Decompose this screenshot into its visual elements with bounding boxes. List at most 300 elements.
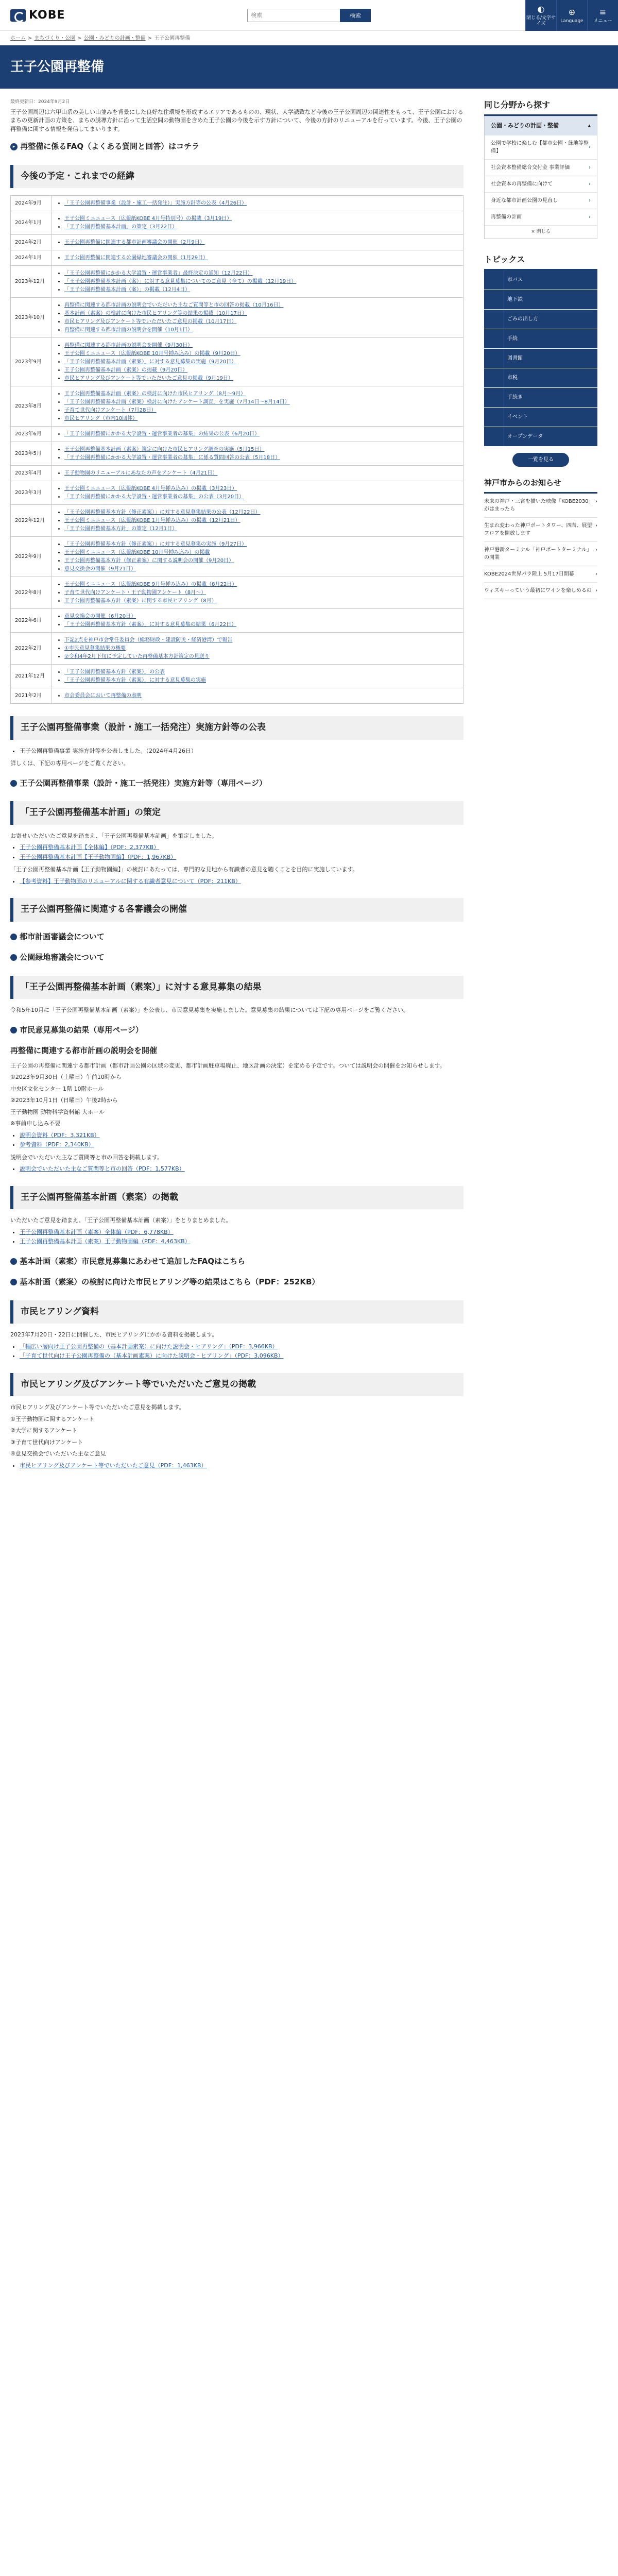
news-item[interactable] — [484, 583, 597, 599]
breadcrumb-sep: > — [28, 35, 32, 41]
schedule-item — [64, 509, 459, 516]
paragraph: 詳しくは、下記の専用ページをご覧ください。 — [10, 760, 129, 767]
schedule-date: 2024年1月 — [11, 211, 52, 235]
schedule-link[interactable]: 市民ヒアリング及びアンケート等でいただいたご意見の掲載（9月19日） — [64, 376, 233, 381]
schedule-link[interactable]: 「王子公園再整備基本計画」の策定（3月22日） — [64, 224, 178, 230]
breadcrumb-current: 王子公園再整備 — [154, 35, 191, 41]
news-label: 未来の神戸・三宮を描いた映像「KOBE2030」がはまったら — [484, 498, 591, 512]
topic-item[interactable] — [484, 329, 597, 349]
schedule-row — [11, 386, 464, 427]
schedule-line: 中央区文化センター 1階 10階ホール — [10, 1085, 104, 1092]
category-box — [484, 116, 597, 239]
topic-icon — [484, 408, 504, 427]
implementation-link[interactable] — [10, 777, 464, 789]
schedule-link[interactable]: 意見交換会の開催（9月21日） — [64, 566, 136, 572]
pdf-link[interactable]: 参考資料（PDF：2,340KB） — [20, 1141, 94, 1148]
breadcrumb — [0, 31, 618, 45]
schedule-items — [52, 298, 464, 338]
schedule-item — [64, 653, 459, 660]
schedule-date: 2024年9月 — [11, 196, 52, 211]
schedule-link[interactable]: 子育て世代向けアンケート・王子動物園アンケート（8月〜） — [64, 590, 207, 596]
link-label: 市民意見募集の結果（専用ページ） — [20, 1025, 143, 1035]
category-item[interactable] — [485, 135, 597, 160]
schedule-row — [11, 211, 464, 235]
page-title-bar — [0, 45, 618, 89]
updated-date: 最終更新日：2024年9月2日 — [10, 99, 70, 105]
topic-item[interactable] — [484, 388, 597, 408]
pdf-link[interactable]: 「幅広い層向け王子公園再整備の（基本計画素案）に向けた説明会・ヒアリング」（PDF：3,966KB） — [20, 1343, 278, 1350]
news-label: ウィズキーっていう最初にワインを楽しめるの — [484, 587, 592, 594]
schedule-date: 2022年12月 — [11, 505, 52, 537]
arrow-icon — [10, 1279, 17, 1285]
schedule-link[interactable]: 王子動物園のリニューアルにあなたの声をアンケート（4月21日） — [64, 470, 218, 476]
schedule-row — [11, 537, 464, 577]
news-label: KOBE2024世界パラ陸上 5月17日開幕 — [484, 571, 574, 577]
schedule-items — [52, 577, 464, 609]
schedule-items — [52, 481, 464, 505]
schedule-row — [11, 266, 464, 298]
news-item[interactable] — [484, 566, 597, 583]
schedule-item — [64, 589, 459, 597]
text-size-icon: ◐ — [537, 4, 545, 14]
list-item — [20, 843, 464, 852]
schedule-item — [64, 549, 459, 556]
schedule-row — [11, 196, 464, 211]
category-toggle[interactable] — [485, 116, 597, 135]
schedule-date: 2021年12月 — [11, 665, 52, 688]
arrow-icon — [10, 934, 17, 940]
chevron-right-icon: › — [589, 164, 591, 171]
breadcrumb-sep: > — [77, 35, 82, 41]
category-item[interactable] — [485, 209, 597, 226]
schedule-row — [11, 505, 464, 537]
schedule-item — [64, 398, 459, 406]
schedule-item — [64, 342, 459, 349]
schedule-link[interactable]: 「王子公園再整備基本方針（素案）」に対する意見募集の結果（6月22日） — [64, 622, 237, 628]
schedule-items — [52, 250, 464, 266]
schedule-items — [52, 609, 464, 633]
paragraph: 令和5年10月に「王子公園再整備基本計画（素案）」を公表し、市民意見募集を実施しました。意見募集の結果については下記の専用ページをご覧ください。 — [10, 1007, 409, 1013]
topic-icon — [484, 270, 504, 290]
category-item-label: 再整備の計画 — [491, 214, 522, 220]
arrow-right-icon: › — [595, 547, 597, 553]
topic-icon — [484, 427, 504, 446]
category-item-label: 身近な都市計画公園の見直し — [491, 197, 558, 204]
schedule-items — [52, 338, 464, 386]
search-button[interactable]: 検索 — [340, 9, 371, 22]
news-heading: 神戸市からのお知らせ — [484, 477, 597, 494]
pdf-link[interactable]: 王子公園再整備基本計画【王子動物園編】（PDF：1,967KB） — [20, 853, 177, 860]
schedule-row — [11, 466, 464, 481]
topic-item[interactable] — [484, 310, 597, 329]
arrow-right-icon: ▸ — [10, 143, 18, 150]
schedule-link[interactable]: 市会委員会において再整備の表明 — [64, 693, 142, 699]
topic-item[interactable] — [484, 408, 597, 427]
topic-item[interactable] — [484, 270, 597, 290]
schedule-item — [64, 493, 459, 501]
language-button[interactable] — [556, 0, 587, 31]
schedule-link[interactable]: 王子公園ミニニュース（広報紙KOBE 4月号特別号）の掲載（3月19日） — [64, 216, 232, 222]
header-buttons — [525, 0, 618, 31]
schedule-link[interactable]: 意見交換会の開催（6月20日） — [64, 614, 136, 619]
section-heading: 「王子公園再整備基本計画」の策定 — [10, 801, 464, 825]
schedule-link[interactable]: 王子公園ミニニュース（広報紙KOBE 10月号挿み込み）の掲載 — [64, 550, 210, 555]
pdf-link[interactable]: 【参考資料】王子動物園のリニューアルに関する有識者意見について（PDF：211KB） — [20, 877, 241, 885]
schedule-row — [11, 688, 464, 704]
chevron-up-icon: ▴ — [588, 122, 591, 129]
schedule-row — [11, 235, 464, 250]
schedule-item — [64, 278, 459, 285]
same-category-heading: 同じ分野から探す — [484, 99, 597, 116]
pdf-link[interactable]: 王子公園再整備基本計画【全体編】（PDF：2,377KB） — [20, 844, 160, 851]
schedule-item — [64, 621, 459, 629]
schedule-link[interactable]: 再整備に関連する都市計画の説明会を開催（10月1日） — [64, 327, 193, 333]
topic-label: 手続き — [504, 388, 597, 407]
list-item — [20, 1238, 464, 1246]
arrow-icon — [10, 1027, 17, 1033]
schedule-link[interactable]: 王子公園ミニニュース（広報紙KOBE 9月号挿み込み）の掲載（8月22日） — [64, 582, 237, 587]
schedule-line: ②2023年10月1日（日曜日）午後2時から — [10, 1097, 118, 1104]
schedule-item — [64, 286, 459, 294]
schedule-item — [64, 406, 459, 414]
chevron-right-icon: › — [589, 144, 591, 150]
paragraph: いただいたご意見を踏まえ、「王子公園再整備基本計画（素案）」をとりまとめました。 — [10, 1217, 232, 1224]
park-council-link[interactable] — [10, 952, 464, 963]
schedule-items — [52, 427, 464, 442]
schedule-item — [64, 390, 459, 398]
schedule-link[interactable]: 「王子公園再整備基本計画（案）」の掲載（12月4日） — [64, 287, 191, 293]
link-label: 基本計画（素案）の検討に向けた市民ヒアリング等の結果はこちら（PDF：252KB） — [20, 1277, 320, 1286]
section-heading: 市民ヒアリング及びアンケート等でいただいたご意見の掲載 — [10, 1373, 464, 1397]
topic-label: 手続 — [504, 329, 597, 348]
schedule-link[interactable]: 「王子公園再整備にかかる大学設置・運営事業者の募集」の結果の公表（6月20日） — [64, 431, 260, 437]
schedule-item — [64, 223, 459, 231]
schedule-link[interactable]: 「王子公園再整備にかかる大学設置・運営事業者」最終決定の通知（12月22日） — [64, 270, 253, 276]
schedule-date: 2023年5月 — [11, 442, 52, 466]
public-comment-link[interactable] — [10, 1024, 464, 1036]
breadcrumb-home[interactable]: ホーム — [10, 35, 26, 41]
schedule-date: 2023年12月 — [11, 266, 52, 298]
schedule-link[interactable]: 再整備に関連する都市計画の説明会を開催（9月30日） — [64, 343, 193, 348]
topic-label: オープンデータ — [504, 427, 597, 446]
schedule-link[interactable]: 王子公園ミニニュース（広報紙KOBE 10月号挿み込み）の掲載（9月20日） — [64, 351, 241, 357]
schedule-link[interactable]: 王子公園再整備基本計画（素案）策定に向けた市民ヒアリング調査の実施（5月15日） — [64, 447, 265, 452]
schedule-items — [52, 505, 464, 537]
schedule-row — [11, 427, 464, 442]
search-bar — [247, 9, 371, 22]
topic-item[interactable] — [484, 427, 597, 447]
schedule-item — [64, 375, 459, 382]
news-label: 生まれ変わった神戸ポートタワー、四階、展望フロアを開放します — [484, 522, 592, 536]
topic-icon — [484, 310, 504, 329]
schedule-link[interactable]: 「王子公園再整備事業（設計・施工一括発注）」実施方針等の公表（4月26日） — [64, 200, 247, 206]
link-label: 都市計画審議会について — [20, 931, 105, 941]
schedule-item — [64, 254, 459, 262]
paragraph: 2023年7月20日・22日に開催した、市民ヒアリングにかかる資料を掲載します。 — [10, 1331, 218, 1338]
schedule-item — [64, 525, 459, 533]
schedule-row — [11, 665, 464, 688]
schedule-date: 2023年9月 — [11, 338, 52, 386]
paragraph: 市民ヒアリング及びアンケート等でいただいたご意見を掲載します。 — [10, 1404, 185, 1411]
sidebar — [484, 99, 597, 1474]
topics-heading: トピックス — [484, 253, 597, 270]
section-heading: 王子公園再整備に関連する各審議会の開催 — [10, 898, 464, 922]
schedule-link[interactable]: 「王子公園再整備基本計画（素案）検討に向けたアンケート調査」を実施（7月14日～8月14日） — [64, 399, 290, 405]
arrow-icon — [10, 954, 17, 961]
topic-label: イベント — [504, 408, 597, 427]
schedule-date: 2023年10月 — [11, 298, 52, 338]
category-item-label: 社会資本整備総合交付金 事業評価 — [491, 164, 570, 171]
schedule-item — [64, 301, 459, 309]
schedule-item — [64, 581, 459, 588]
schedule-row — [11, 250, 464, 266]
topic-item[interactable] — [484, 368, 597, 388]
topic-label: ごみの出し方 — [504, 310, 597, 329]
close-icon: × — [531, 229, 537, 234]
section-heading: 王子公園再整備基本計画（素案）の掲載 — [10, 1186, 464, 1210]
schedule-link[interactable]: ①市民意見募集結果の概要 — [64, 646, 126, 651]
category-item-label: 公園で学校に楽しむ【都市公園・緑地等整備】 — [491, 140, 589, 154]
schedule-link[interactable]: 「王子公園再整備基本方針（素案）」に対する意見募集の実施 — [64, 677, 206, 683]
schedule-link[interactable]: 「王子公園再整備基本方針（修正素案）」に対する意見募集の実施（9月27日） — [64, 541, 247, 547]
chevron-right-icon: › — [589, 214, 591, 220]
schedule-items — [52, 235, 464, 250]
schedule-item — [64, 366, 459, 374]
topic-label: 市バス — [504, 270, 597, 290]
category-item-label: 社会資本の再整備に向けて — [491, 181, 553, 187]
topic-label: 図書館 — [504, 349, 597, 368]
schedule-row — [11, 481, 464, 505]
schedule-item — [64, 269, 459, 277]
news-item[interactable] — [484, 494, 597, 518]
schedule-line: 王子動物園 動物科学資料館 大ホール — [10, 1108, 105, 1115]
schedule-date: 2023年8月 — [11, 386, 52, 427]
list-item — [20, 1141, 464, 1149]
text-size-label: 閉じる/文字サイズ — [526, 15, 556, 27]
schedule-items — [52, 442, 464, 466]
schedule-item — [64, 326, 459, 334]
paragraph: 説明会でいただいた主なご質問等と市の回答を掲載します。 — [10, 1154, 163, 1161]
schedule-link[interactable]: 王子公園ミニニュース（広報紙KOBE 4月号挿み込み）の掲載（3月23日） — [64, 486, 237, 492]
schedule-link[interactable]: 王子公園再整備基本計画（素案）の検討に向けた市民ヒアリング（8月〜9月） — [64, 391, 246, 397]
topic-icon — [484, 388, 504, 407]
arrow-right-icon: › — [595, 522, 597, 529]
schedule-date: 2023年3月 — [11, 481, 52, 505]
schedule-link[interactable]: 「王子公園再整備基本方針（素案）」の公表 — [64, 669, 165, 675]
topic-item[interactable] — [484, 290, 597, 310]
schedule-date: 2022年2月 — [11, 633, 52, 665]
schedule-link[interactable]: 王子公園再整備基本計画（素案）の掲載（9月20日） — [64, 367, 188, 373]
schedule-link[interactable]: 市民ヒアリング及びアンケート等でいただいたご意見の掲載（10月17日） — [64, 319, 237, 325]
breadcrumb-sep: > — [147, 35, 152, 41]
schedule-link[interactable]: 市民ヒアリング（市内10団体） — [64, 416, 138, 421]
faq-added-link[interactable] — [10, 1256, 464, 1267]
schedule-item — [64, 469, 459, 477]
schedule-link[interactable]: 「王子公園再整備にかかる大学設置・運営事業者の募集」の公表（3月20日） — [64, 494, 245, 500]
schedule-link[interactable]: 下記2点を神戸市会常任委員会（総務財政・建設防災・経済港湾）で報告 — [64, 637, 233, 643]
schedule-date: 2022年9月 — [11, 537, 52, 577]
section-heading: 王子公園再整備事業（設計・施工一括発注）実施方針等の公表 — [10, 716, 464, 740]
survey-line: ②大学に関するアンケート — [10, 1427, 78, 1434]
schedule-line: ※事前申し込み不要 — [10, 1120, 61, 1127]
topic-label: 市税 — [504, 368, 597, 387]
list-item — [20, 1131, 464, 1140]
schedule-link[interactable]: 「王子公園再整備基本計画（案）」に対する意見募集についてのご意見（全て）の掲載（12月19日） — [64, 279, 297, 284]
schedule-item — [64, 358, 459, 366]
schedule-link[interactable]: 王子公園再整備基本方針（修正素案）に関する説明会の開催（9月20日） — [64, 558, 234, 564]
language-label: Language — [560, 18, 583, 24]
schedule-date: 2024年2月 — [11, 235, 52, 250]
text-size-button[interactable] — [525, 0, 556, 31]
pdf-link[interactable]: 説明会でいただいた主なご質問等と市の回答（PDF：1,577KB） — [20, 1165, 185, 1172]
chevron-right-icon: › — [589, 181, 591, 187]
schedule-item — [64, 199, 459, 207]
faq-label: 再整備に係るFAQ（よくある質問と回答）はコチラ — [20, 142, 200, 151]
schedule-item — [64, 668, 459, 676]
schedule-link[interactable]: 王子公園ミニニュース（広報紙KOBE 1月号挿み込み）の掲載（12月21日） — [64, 518, 241, 523]
schedule-row — [11, 609, 464, 633]
schedule-item — [64, 557, 459, 565]
main-content — [10, 99, 464, 1474]
topic-label: 地下鉄 — [504, 290, 597, 309]
schedule-item — [64, 645, 459, 652]
menu-label: メニュー — [593, 18, 612, 24]
schedule-item — [64, 430, 459, 438]
topic-icon — [484, 349, 504, 368]
pdf-link[interactable]: 王子公園再整備基本計画（素案）全体編（PDF：6,778KB） — [20, 1228, 174, 1235]
schedule-row — [11, 338, 464, 386]
schedule-items — [52, 688, 464, 704]
arrow-icon — [10, 1258, 17, 1265]
schedule-item — [64, 446, 459, 453]
pdf-link[interactable]: 王子公園再整備基本計画（素案）王子動物園編（PDF：4,463KB） — [20, 1238, 191, 1245]
list-item — [20, 1165, 464, 1174]
schedule-link[interactable]: 「王子公園再整備にかかる大学設置・運営事業者の募集」に係る質問回答の公表（5月18日） — [64, 455, 281, 461]
chevron-right-icon: › — [589, 197, 591, 204]
link-label: 公園緑地審議会について — [20, 953, 105, 962]
section-heading: 「王子公園再整備基本計画（素案）」に対する意見募集の結果 — [10, 976, 464, 999]
search-input[interactable] — [247, 9, 340, 22]
topic-icon — [484, 368, 504, 387]
close-button[interactable] — [485, 226, 597, 239]
list-item — [20, 853, 464, 862]
list-item — [20, 1352, 464, 1361]
schedule-item — [64, 692, 459, 700]
schedule-date: 2023年6月 — [11, 427, 52, 442]
schedule-item — [64, 415, 459, 422]
schedule-items — [52, 266, 464, 298]
schedule-item — [64, 613, 459, 620]
schedule-items — [52, 665, 464, 688]
category-item[interactable] — [485, 160, 597, 176]
survey-line: ①王子動物園に関するアンケート — [10, 1415, 95, 1422]
schedule-link[interactable]: 王子公園再整備に関連する公園緑地審議会の開催（1月29日） — [64, 255, 209, 261]
schedule-link[interactable]: 王子公園再整備に関連する都市計画審議会の開催（2月9日） — [64, 240, 205, 245]
pdf-link[interactable]: 「子育て世代向け王子公園再整備の（基本計画素案）に向けた説明会・ヒアリング」（PDF：3,096KB） — [20, 1352, 284, 1359]
category-item[interactable] — [485, 193, 597, 209]
schedule-table — [10, 195, 464, 704]
section-heading: 市民ヒアリング資料 — [10, 1300, 464, 1324]
schedule-row — [11, 298, 464, 338]
news-label: 神戸港新ターミナル「神戸ポートターミナル」の開業 — [484, 547, 592, 561]
arrow-right-icon: › — [595, 587, 597, 594]
page-title: 王子公園再整備 — [10, 59, 105, 75]
schedule-item — [64, 310, 459, 317]
subsection-heading: 再整備に関連する都市計画の説明会を開催 — [10, 1046, 158, 1055]
schedule-item — [64, 239, 459, 246]
lead-text: 王子公園周辺は六甲山系の美しい山並みを背景にした良好な住環境を形成するエリアであるものの、現状、大学誘致など今後の王子公園周辺の関連性をもって、王子公園におけるまちの更新計画の方策を、まちの誘導方針に沿って生活空間の動物園を含めた王子公園の今後を示す方針について、今後の方針のリニューアルを行っています。今後、王子公園の再整備に関する情報を発信してまいります。 — [10, 108, 464, 132]
breadcrumb-item[interactable]: まちづくり・公園 — [34, 35, 76, 41]
city-planning-council-link[interactable] — [10, 931, 464, 943]
schedule-item — [64, 454, 459, 462]
faq-link[interactable] — [10, 141, 464, 152]
briefing-schedule — [10, 1073, 464, 1128]
schedule-items — [52, 537, 464, 577]
schedule-link[interactable]: 基本計画（素案）の検討に向けた市民ヒアリング等の結果の掲載（10月17日） — [64, 311, 247, 316]
schedule-link[interactable]: 再整備に関連する都市計画の説明会でいただいた主なご質問等と市の回答の掲載（10月16日） — [64, 302, 284, 308]
schedule-row — [11, 442, 464, 466]
menu-icon: ≡ — [599, 7, 607, 17]
schedule-date: 2024年1月 — [11, 250, 52, 266]
topic-item[interactable] — [484, 349, 597, 368]
schedule-link[interactable]: 「王子公園再整備基本方針」の策定（12月1日） — [64, 526, 178, 532]
pdf-link[interactable]: 市民ヒアリング及びアンケート等でいただいたご意見（PDF：1,463KB） — [20, 1462, 207, 1469]
schedule-item — [64, 517, 459, 524]
schedule-items — [52, 211, 464, 235]
schedule-row — [11, 633, 464, 665]
schedule-date: 2022年6月 — [11, 609, 52, 633]
schedule-date: 2023年4月 — [11, 466, 52, 481]
kobe-logo-icon — [10, 9, 26, 22]
arrow-icon — [10, 780, 17, 787]
schedule-items — [52, 386, 464, 427]
schedule-item — [64, 215, 459, 223]
news-item[interactable] — [484, 542, 597, 566]
topic-icon — [484, 290, 504, 309]
list-item — [20, 1228, 464, 1237]
schedule-items — [52, 466, 464, 481]
see-all-button[interactable]: 一覧を見る — [512, 453, 569, 467]
schedule-link[interactable]: 「王子公園再整備基本方針（修正素案）」に対する意見募集結果の公表（12月22日） — [64, 510, 261, 515]
menu-button[interactable] — [587, 0, 618, 31]
pdf-link[interactable]: 説明会資料（PDF：3,321KB） — [20, 1131, 100, 1139]
schedule-link[interactable]: 子育て世代向けアンケート（7月28日） — [64, 408, 157, 413]
logo-text: KOBE — [29, 9, 65, 22]
globe-icon: ⊕ — [568, 7, 576, 17]
paragraph: 「王子公園再整備基本計画【王子動物園編】」の検討にあたっては、専門的な見地から有識者の意見を聴くことを目的に実施しています。 — [10, 866, 358, 873]
schedule-item — [64, 676, 459, 684]
schedule-item — [64, 597, 459, 605]
schedule-item — [64, 540, 459, 548]
site-logo[interactable] — [10, 7, 144, 24]
list-item — [20, 1343, 464, 1351]
breadcrumb-item[interactable]: 公園・みどりの計画・整備 — [83, 35, 146, 41]
schedule-link[interactable]: 王子公園再整備基本方針（素案）に関する市民ヒアリング（8月） — [64, 598, 217, 604]
schedule-line: ①2023年9月30日（土曜日）午前10時から — [10, 1074, 122, 1080]
category-item[interactable] — [485, 176, 597, 193]
schedule-date: 2022年8月 — [11, 577, 52, 609]
schedule-date: 2021年2月 — [11, 688, 52, 704]
topics — [484, 253, 597, 467]
schedule-link[interactable]: 「王子公園再整備基本計画（素案）」に対する意見募集の実施（9月20日） — [64, 359, 237, 365]
survey-line: ③子育て世代向けアンケート — [10, 1438, 83, 1446]
site-header — [0, 0, 618, 31]
schedule-link[interactable]: ②令和4年2月下旬に予定していた再整備基本方針策定の見送り — [64, 654, 210, 659]
news-item[interactable] — [484, 518, 597, 542]
hearing-result-link[interactable] — [10, 1276, 464, 1288]
schedule-item — [64, 485, 459, 493]
close-label: 閉じる — [536, 229, 551, 234]
